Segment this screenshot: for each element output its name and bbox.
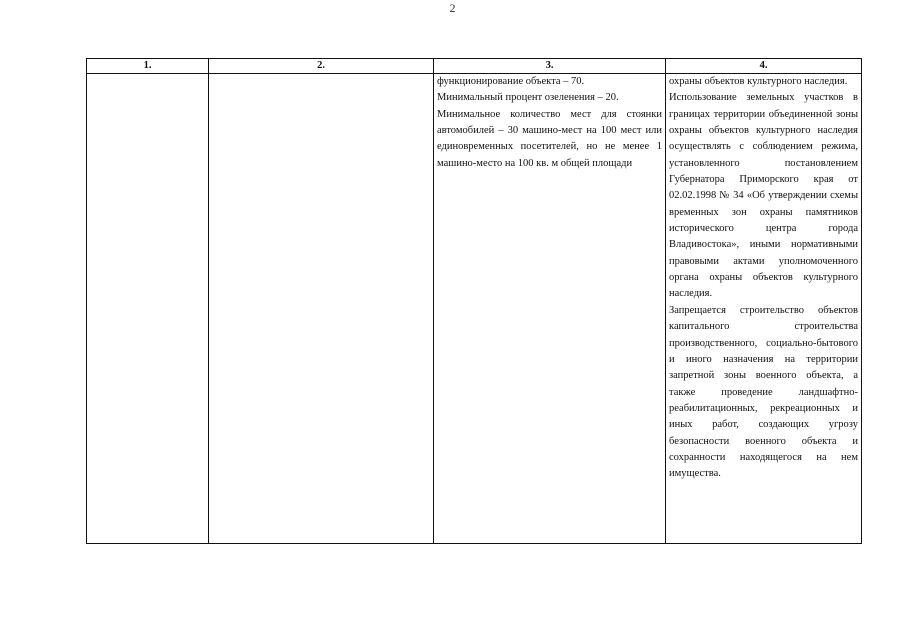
cell-col-4 <box>666 74 862 544</box>
col3-paragraph: функционирование объекта – 70. <box>437 76 585 87</box>
cell-col-2 <box>209 74 434 544</box>
table-row <box>87 74 862 544</box>
header-col-1: 1. <box>87 59 209 74</box>
cell-col-3 <box>434 74 666 544</box>
header-col-3: 3. <box>434 59 666 74</box>
col3-paragraph: Минимальный процент озеленения – 20. <box>437 92 619 104</box>
col4-paragraph: Запрещается строительство объектов капитального строительства производственного, социально-бытового и иного назначения на территории запретной зоны военного объекта, а также проведение ландшафтно-реабилитационных, рекреационных и иных работ, создающих угрозу безопасности военного объекта и сохранности находящегося на нем имущества. <box>669 304 858 480</box>
header-col-4: 4. <box>666 59 862 74</box>
page-number: 2 <box>449 1 456 15</box>
document-table <box>86 58 862 544</box>
header-col-2: 2. <box>209 59 434 74</box>
col4-paragraph: Использование земельных участков в границах территории объединенной зоны охраны объектов культурного наследия осуществлять с соблюдением режима, установленного постановлением Губернатора Приморского края от 02.02.1998 № 34 «Об утверждении схемы временных зон охраны памятников исторического центра города Владивостока», иными нормативными правовыми актами уполномоченного органа охраны объектов культурного наследия. <box>669 92 858 300</box>
table-header-row <box>87 59 862 74</box>
cell-col-1 <box>87 74 209 544</box>
col3-paragraph: Минимальное количество мест для стоянки автомобилей – 30 машино-мест на 100 мест или единовременных посетителей, но не менее 1 машино-место на 100 кв. м общей площади <box>437 108 662 169</box>
col4-paragraph: охраны объектов культурного наследия. <box>669 76 848 87</box>
